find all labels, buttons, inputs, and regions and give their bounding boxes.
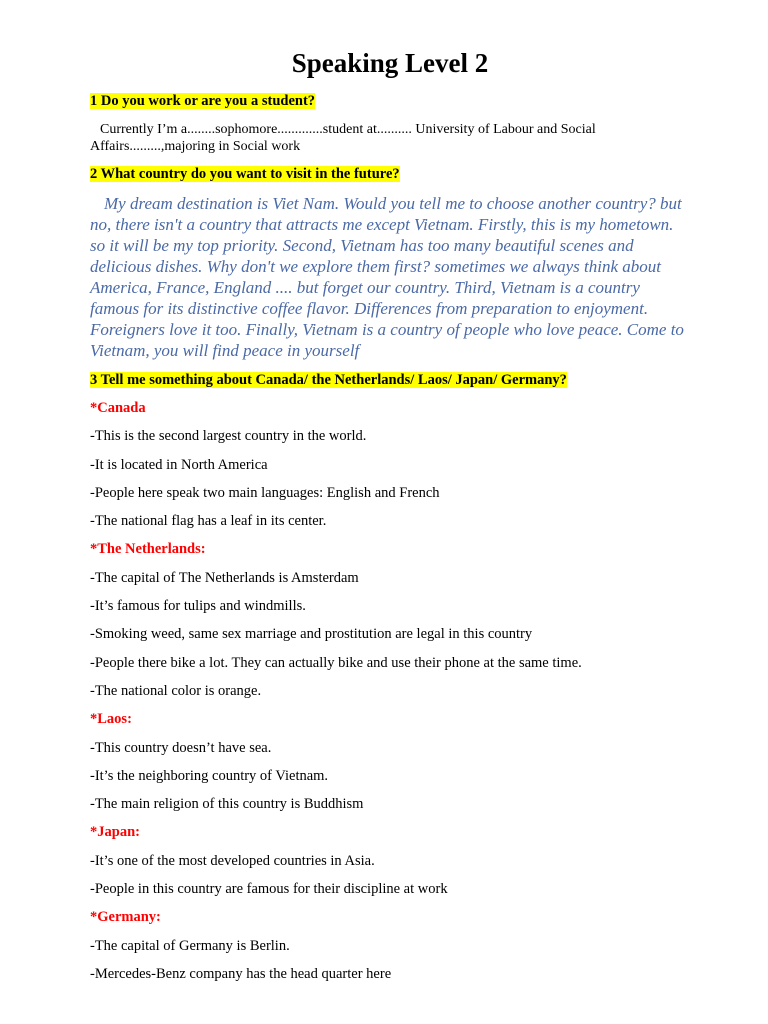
question-1 [90, 92, 690, 111]
fact-item: -It is located in North America [90, 456, 268, 473]
fact-item: -It’s one of the most developed countries in Asia. [90, 852, 375, 869]
country-heading-germany: *Germany: [90, 909, 161, 926]
country-heading-japan: *Japan: [90, 824, 140, 841]
fact-item: -The national color is orange. [90, 682, 262, 699]
question-2 [90, 165, 690, 184]
country-heading-netherlands: *The Netherlands: [90, 541, 206, 558]
fact-item: -People here speak two main languages: English and French [90, 484, 440, 501]
answer-2: My dream destination is Viet Nam. Would you tell me to choose another country? but no, there isn't a country that attracts me except Vietnam. Firstly, this is my hometown. so it will be my top priority. Second, Vietnam has too many beautiful scenes and delicious dishes. Why don't we explore them first? sometimes we always think about America, France, England .... but forget our country. Third, Vietnam is a country famous for its distinctive coffee flavor. Differences from preparation to enjoyment. Foreigners love it too. Finally, Vietnam is a country of people who love peace. Come to Vietnam, you will find peace in yourself [90, 194, 684, 360]
fact-item: -Mercedes-Benz company has the head quarter here [90, 965, 392, 982]
fact-item: -People there bike a lot. They can actually bike and use their phone at the same time. [90, 654, 582, 671]
fact-item: -This country doesn’t have sea. [90, 739, 272, 756]
fact-item: -It’s famous for tulips and windmills. [90, 598, 306, 615]
question-3-text: 3 Tell me something about Canada/ the Netherlands/ Laos/ Japan/ Germany? [90, 372, 567, 388]
question-1-text: 1 Do you work or are you a student? [90, 93, 316, 109]
fact-item: -This is the second largest country in the world. [90, 428, 367, 445]
fact-item: -The capital of Germany is Berlin. [90, 937, 290, 954]
fact-item: -It’s the neighboring country of Vietnam. [90, 767, 329, 784]
fact-item: -The capital of The Netherlands is Amsterdam [90, 569, 359, 586]
fact-item: -People in this country are famous for their discipline at work [90, 881, 448, 898]
country-heading-laos: *Laos: [90, 711, 132, 728]
fact-item: -The national flag has a leaf in its center. [90, 513, 327, 530]
fact-item: -The main religion of this country is Buddhism [90, 796, 364, 813]
question-2-text: 2 What country do you want to visit in the future? [90, 166, 400, 182]
answer-1: Currently I’m a........sophomore.............student at.......... University of Labour and Social Affairs.........,majoring in Social work [90, 122, 596, 154]
question-3 [90, 371, 690, 390]
country-heading-canada: *Canada [90, 400, 146, 416]
fact-item: -Smoking weed, same sex marriage and prostitution are legal in this country [90, 626, 533, 643]
document-page [90, 46, 690, 992]
page-title: Speaking Level 2 [291, 48, 489, 78]
